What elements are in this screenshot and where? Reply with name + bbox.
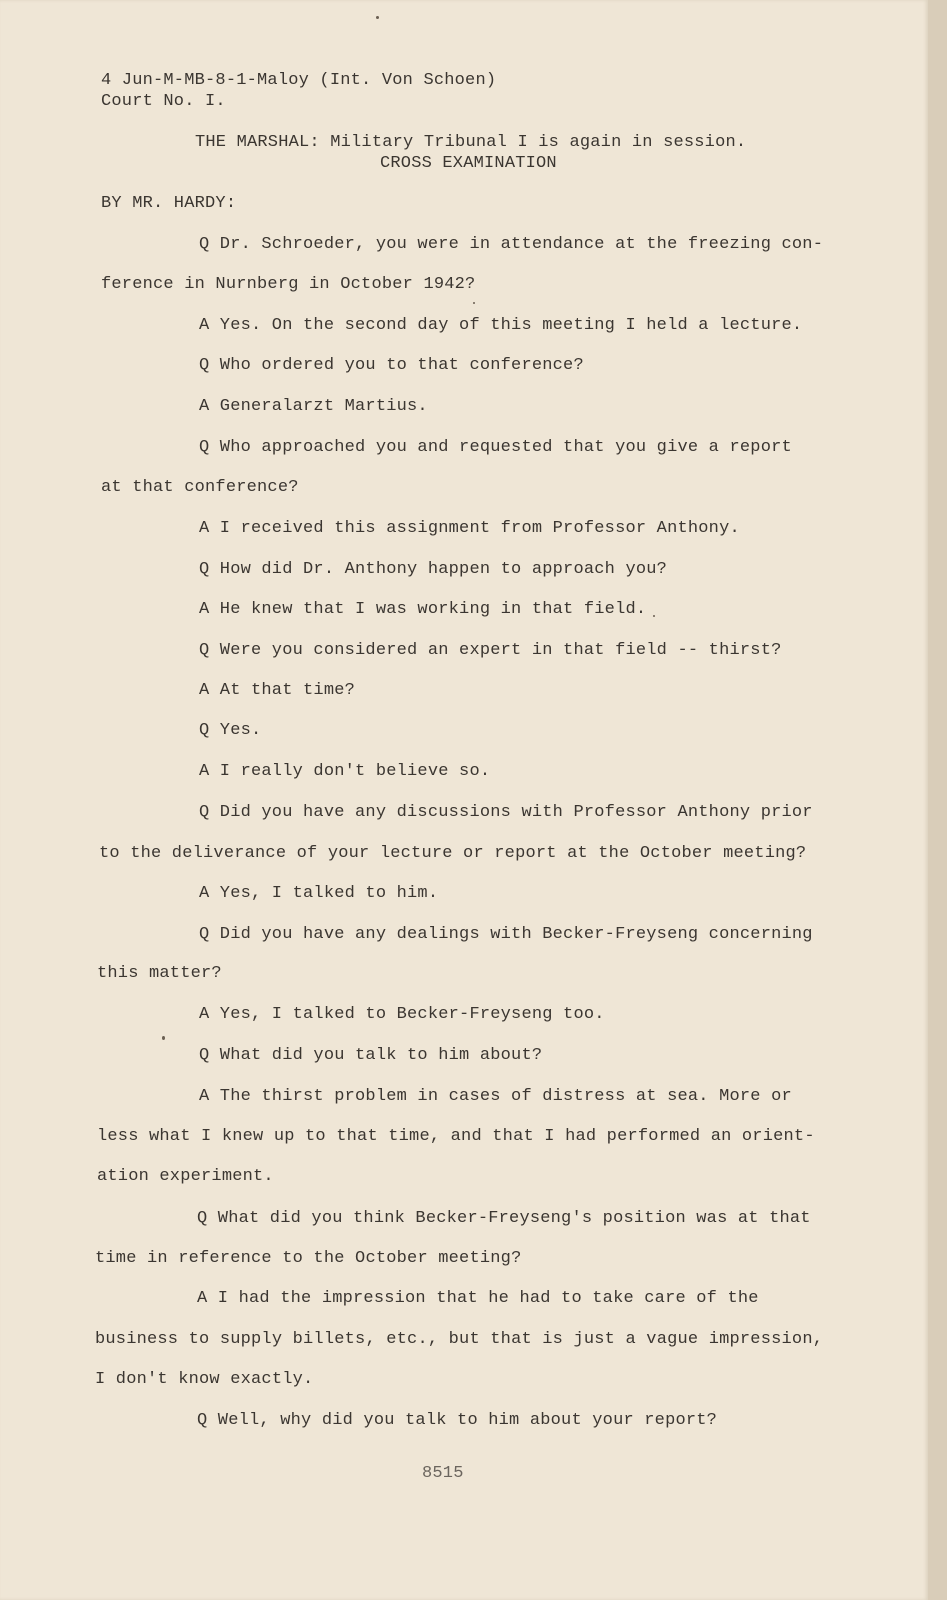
transcript-line: to the deliverance of your lecture or report at the October meeting? [99, 844, 807, 863]
transcript-line: Q Did you have any discussions with Professor Anthony prior [199, 803, 813, 822]
transcript-line: Q Well, why did you talk to him about your report? [197, 1411, 718, 1430]
transcript-line: Q Who approached you and requested that you give a report [199, 438, 792, 457]
transcript-line: A He knew that I was working in that field. [199, 600, 647, 619]
paper-speck [162, 1036, 165, 1040]
transcript-line: A The thirst problem in cases of distress at sea. More or [199, 1087, 792, 1106]
transcript-line: time in reference to the October meeting? [95, 1249, 522, 1268]
transcript-line: A I really don't believe so. [199, 762, 491, 781]
paper-speck [653, 615, 655, 617]
header-line-1: 4 Jun-M-MB-8-1-Maloy (Int. Von Schoen) [101, 71, 497, 90]
transcript-line: A Generalarzt Martius. [199, 397, 428, 416]
transcript-line: this matter? [97, 964, 222, 983]
transcript-line: ation experiment. [97, 1167, 274, 1186]
transcript-line: A I received this assignment from Professor Anthony. [199, 519, 740, 538]
by-line: BY MR. HARDY: [101, 194, 237, 213]
section-title: CROSS EXAMINATION [380, 154, 557, 173]
transcript-line: A At that time? [199, 681, 356, 700]
transcript-line: business to supply billets, etc., but that is just a vague impression, [95, 1330, 824, 1349]
page-number: 8515 [422, 1464, 464, 1483]
transcript-line: ference in Nurnberg in October 1942? [101, 275, 476, 294]
transcript-line: Q Were you considered an expert in that field -- thirst? [199, 641, 782, 660]
transcript-line: Q Yes. [199, 721, 262, 740]
marshal-statement: THE MARSHAL: Military Tribunal I is again in session. [195, 133, 747, 152]
transcript-line: A Yes, I talked to him. [199, 884, 439, 903]
transcript-line: A Yes. On the second day of this meeting I held a lecture. [199, 316, 803, 335]
transcript-line: Q Dr. Schroeder, you were in attendance at the freezing con- [199, 235, 824, 254]
transcript-line: I don't know exactly. [95, 1370, 314, 1389]
transcript-line: Q Did you have any dealings with Becker-Freyseng concerning [199, 925, 813, 944]
transcript-line: Q What did you talk to him about? [199, 1046, 543, 1065]
transcript-line: Q Who ordered you to that conference? [199, 356, 584, 375]
paper-speck [376, 16, 379, 19]
transcript-line: Q How did Dr. Anthony happen to approach you? [199, 560, 668, 579]
header-line-2: Court No. I. [101, 92, 226, 111]
transcript-line: at that conference? [101, 478, 299, 497]
transcript-line: less what I knew up to that time, and that I had performed an orient- [97, 1127, 815, 1146]
transcript-line: A I had the impression that he had to take care of the [197, 1289, 759, 1308]
paper-speck [473, 302, 475, 304]
transcript-line: A Yes, I talked to Becker-Freyseng too. [199, 1005, 605, 1024]
transcript-line: Q What did you think Becker-Freyseng's position was at that [197, 1209, 811, 1228]
